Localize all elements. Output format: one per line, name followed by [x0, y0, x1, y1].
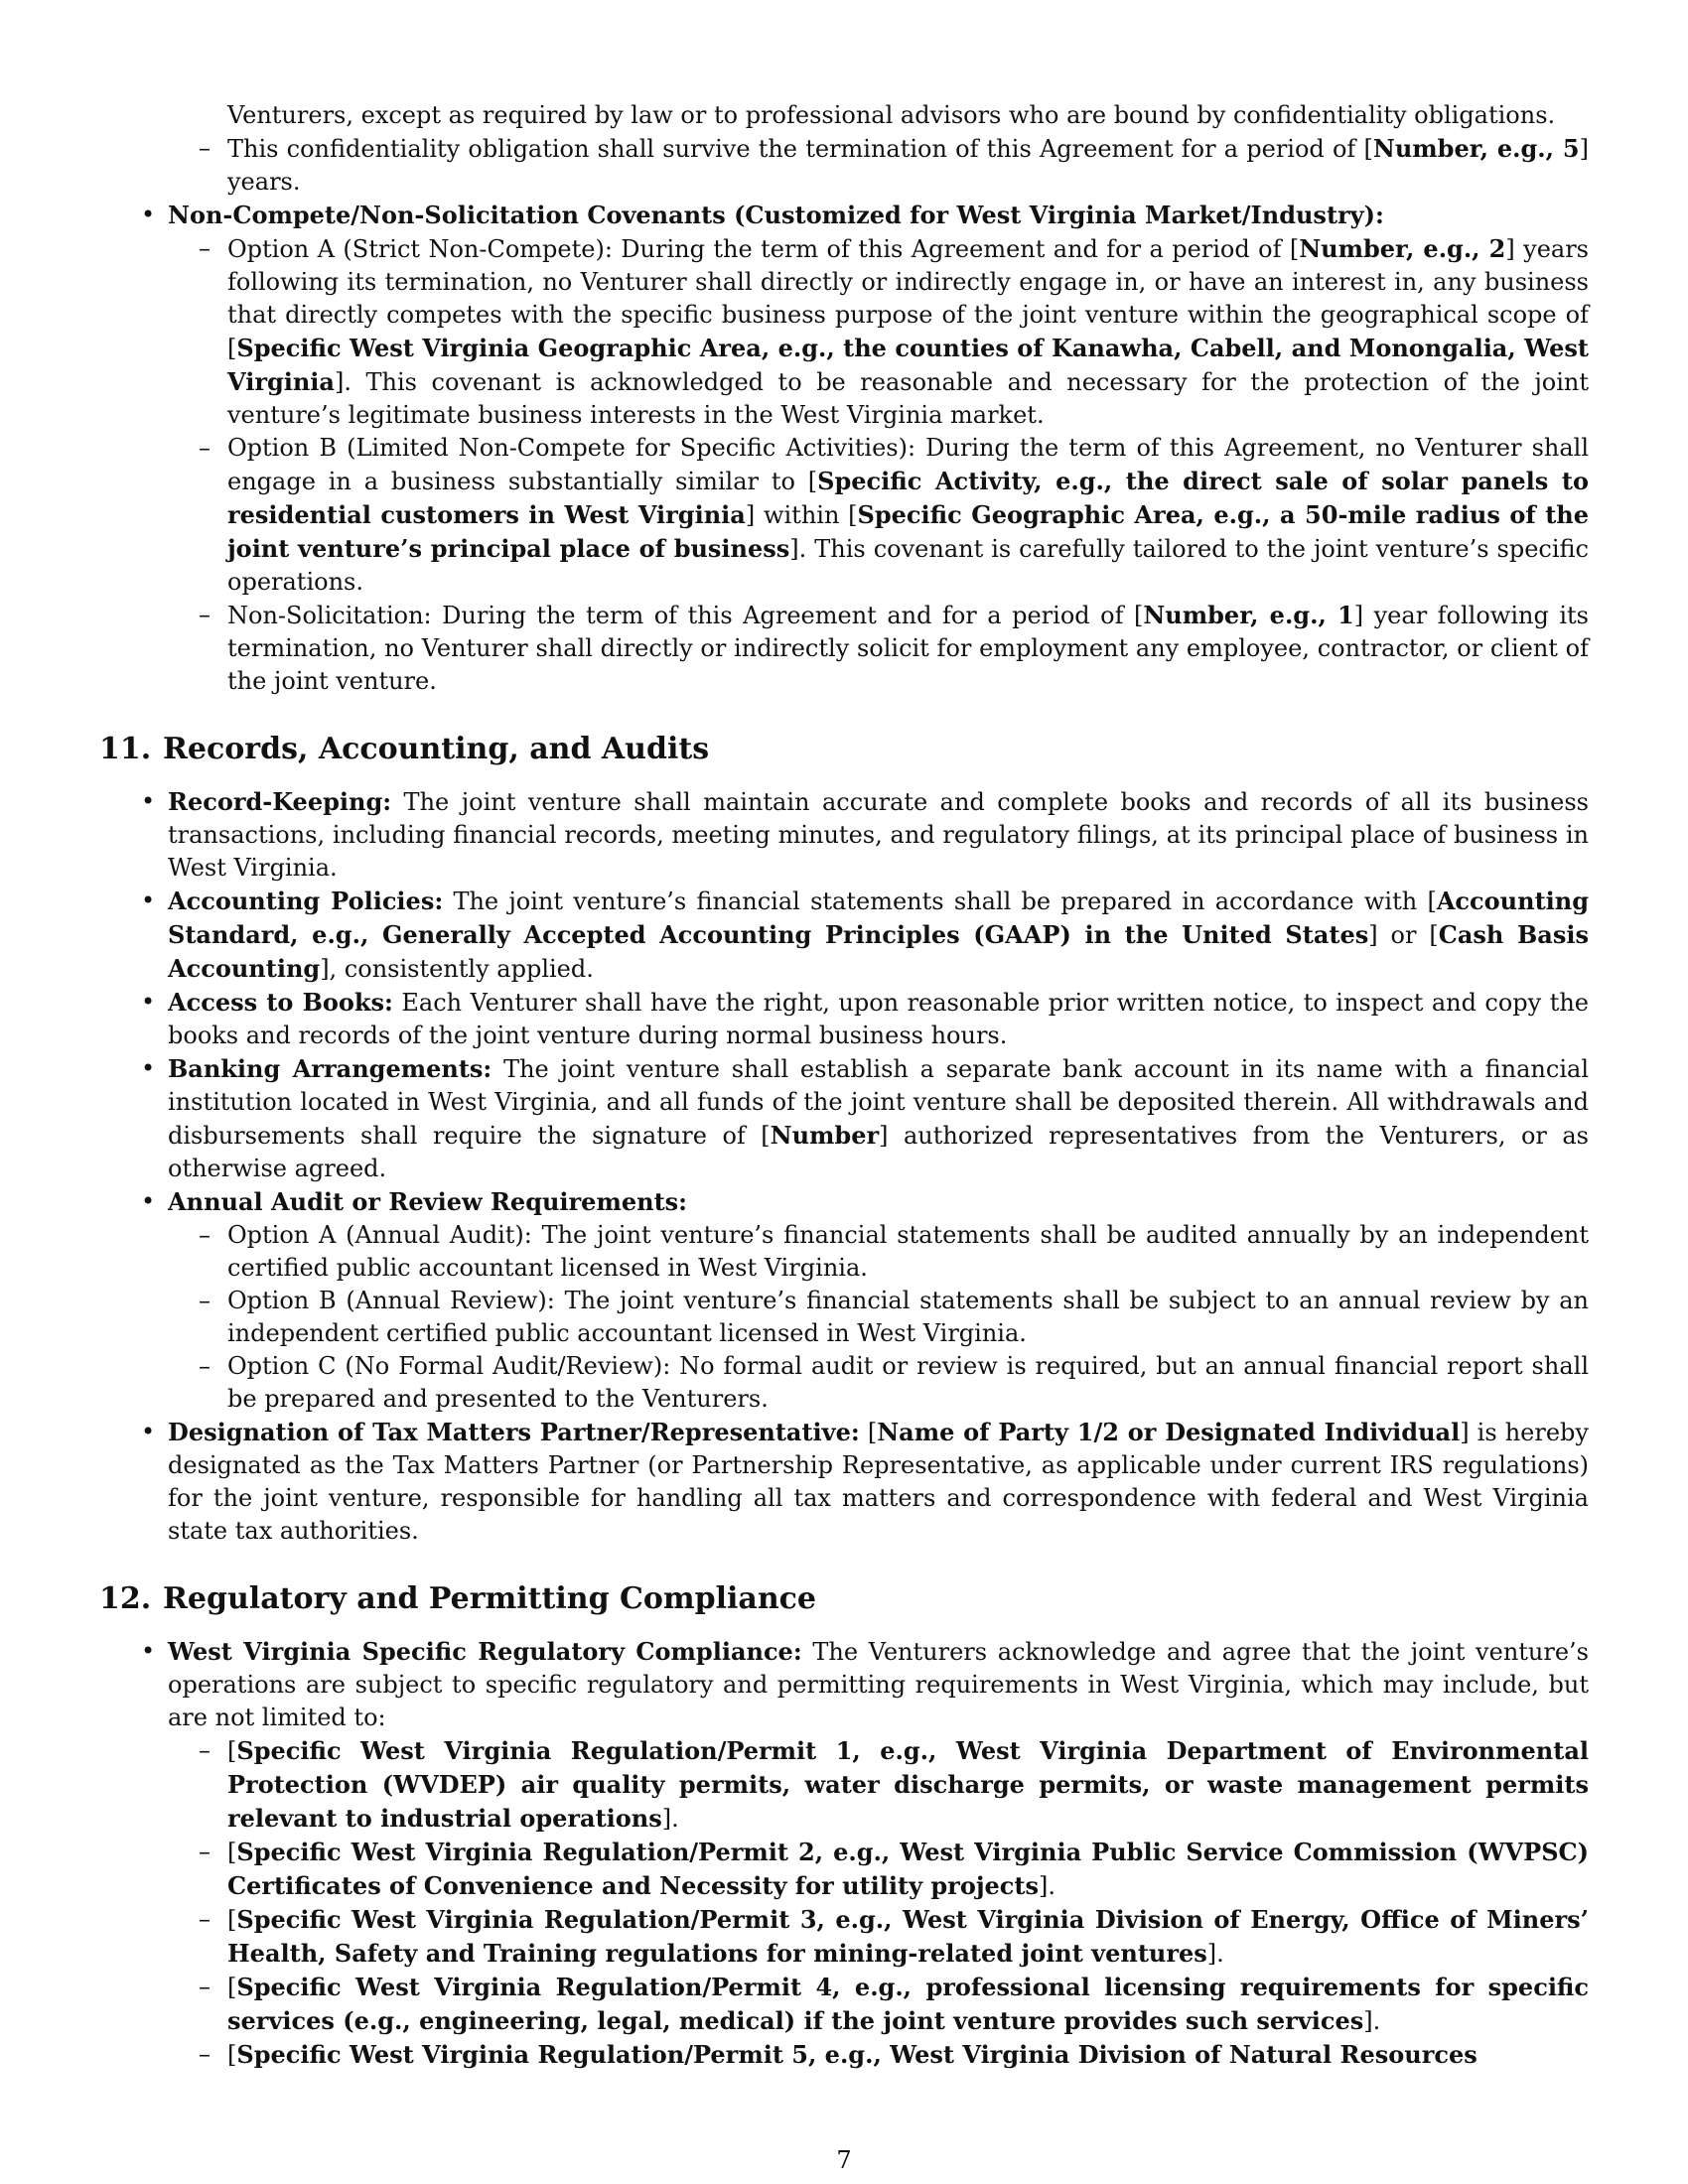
- noncompete-list: [99, 199, 1589, 698]
- section-11-list: [99, 785, 1589, 1548]
- list-item: – Non-Solicitation: During the term of this Agreement and for a period of [Number, e.g., 1] year following its termination, no Venturer shall directly or indirectly solicit for employment any employee, contractor, or client of the joint venture.: [99, 599, 1589, 698]
- section-heading-12: 12. Regulatory and Permitting Compliance: [99, 1581, 816, 1616]
- list-item: – [Specific West Virginia Regulation/Permit 1, e.g., West Virginia Department of Environmental Protection (WVDEP) air quality permits, water discharge permits, or waste management permits relevant to industrial operations].: [99, 1734, 1589, 1836]
- list-item: – Option C (No Formal Audit/Review): No formal audit or review is required, but an annual financial report shall be prepared and presented to the Venturers.: [99, 1350, 1589, 1416]
- list-item: • Annual Audit or Review Requirements:: [99, 1185, 1589, 1219]
- list-item: – Option A (Annual Audit): The joint venture’s financial statements shall be audited annually by an independent certified public accountant licensed in West Virginia.: [99, 1219, 1589, 1285]
- carry-over-list: [99, 132, 1589, 199]
- list-item: – Option A (Strict Non-Compete): During the term of this Agreement and for a period of [Number, e.g., 2] years following its termination, no Venturer shall directly or indirectly engage in, or have an interest in, any business that directly competes with the specific business purpose of the joint venture within the geographical scope of [Specific West Virginia Geographic Area, e.g., the counties of Kanawha, Cabell, and Monongalia, West Virginia]. This covenant is acknowledged to be reasonable and necessary for the protection of the joint venture’s legitimate business interests in the West Virginia market.: [99, 232, 1589, 432]
- list-item: – Option B (Annual Review): The joint venture’s financial statements shall be subject to an annual review by an independent certified public accountant licensed in West Virginia.: [99, 1285, 1589, 1350]
- list-item: • West Virginia Specific Regulatory Compliance: The Venturers acknowledge and agree that the joint venture’s operations are subject to specific regulatory and permitting requirements in West Virginia, which may include, but are not limited to:: [99, 1635, 1589, 1734]
- carry-over-text: Venturers, except as required by law or to professional advisors who are bound by confidentiality obligations.: [227, 101, 1556, 129]
- list-item: • Banking Arrangements: The joint venture shall establish a separate bank account in its name with a financial institution located in West Virginia, and all funds of the joint venture shall be deposited therein. All withdrawals and disbursements shall require the signature of [Number] authorized representatives from the Venturers, or as otherwise agreed.: [99, 1052, 1589, 1185]
- list-item: – Option B (Limited Non-Compete for Specific Activities): During the term of this Agreement, no Venturer shall engage in a business substantially similar to [Specific Activity, e.g., the direct sale of solar panels to residential customers in West Virginia] within [Specific Geographic Area, e.g., a 50-mile radius of the joint venture’s principal place of business]. This covenant is carefully tailored to the joint venture’s specific operations.: [99, 432, 1589, 599]
- document-page: [99, 99, 1589, 2072]
- list-item: – [Specific West Virginia Regulation/Permit 2, e.g., West Virginia Public Service Commission (WVPSC) Certificates of Convenience and Necessity for utility projects].: [99, 1836, 1589, 1903]
- section-heading-11: 11. Records, Accounting, and Audits: [99, 732, 710, 766]
- section-12-list: [99, 1635, 1589, 2072]
- list-item: – [Specific West Virginia Regulation/Permit 3, e.g., West Virginia Division of Energy, Office of Miners’ Health, Safety and Training regulations for mining-related joint ventures].: [99, 1903, 1589, 1971]
- page-number: 7: [836, 2146, 852, 2174]
- list-item: – [Specific West Virginia Regulation/Permit 4, e.g., professional licensing requirements for specific services (e.g., engineering, legal, medical) if the joint venture provides such services].: [99, 1971, 1589, 2038]
- list-item: – This confidentiality obligation shall survive the termination of this Agreement for a period of [Number, e.g., 5] years.: [99, 132, 1589, 199]
- list-item: – [Specific West Virginia Regulation/Permit 5, e.g., West Virginia Division of Natural Resources: [99, 2038, 1589, 2072]
- list-item: • Designation of Tax Matters Partner/Representative: [Name of Party 1/2 or Designated Individual] is hereby designated as the Tax Matters Partner (or Partnership Representative, as applicable under current IRS regulations) for the joint venture, responsible for handling all tax matters and correspondence with federal and West Virginia state tax authorities.: [99, 1416, 1589, 1548]
- list-item: • Non-Compete/Non-Solicitation Covenants (Customized for West Virginia Market/Industry):: [99, 199, 1589, 232]
- list-item: • Record-Keeping: The joint venture shall maintain accurate and complete books and records of all its business transactions, including financial records, meeting minutes, and regulatory filings, at its principal place of business in West Virginia.: [99, 785, 1589, 885]
- list-item: • Access to Books: Each Venturer shall have the right, upon reasonable prior written notice, to inspect and copy the books and records of the joint venture during normal business hours.: [99, 986, 1589, 1052]
- list-item: • Accounting Policies: The joint venture’s financial statements shall be prepared in accordance with [Accounting Standard, e.g., Generally Accepted Accounting Principles (GAAP) in the United States] or [Cash Basis Accounting], consistently applied.: [99, 885, 1589, 986]
